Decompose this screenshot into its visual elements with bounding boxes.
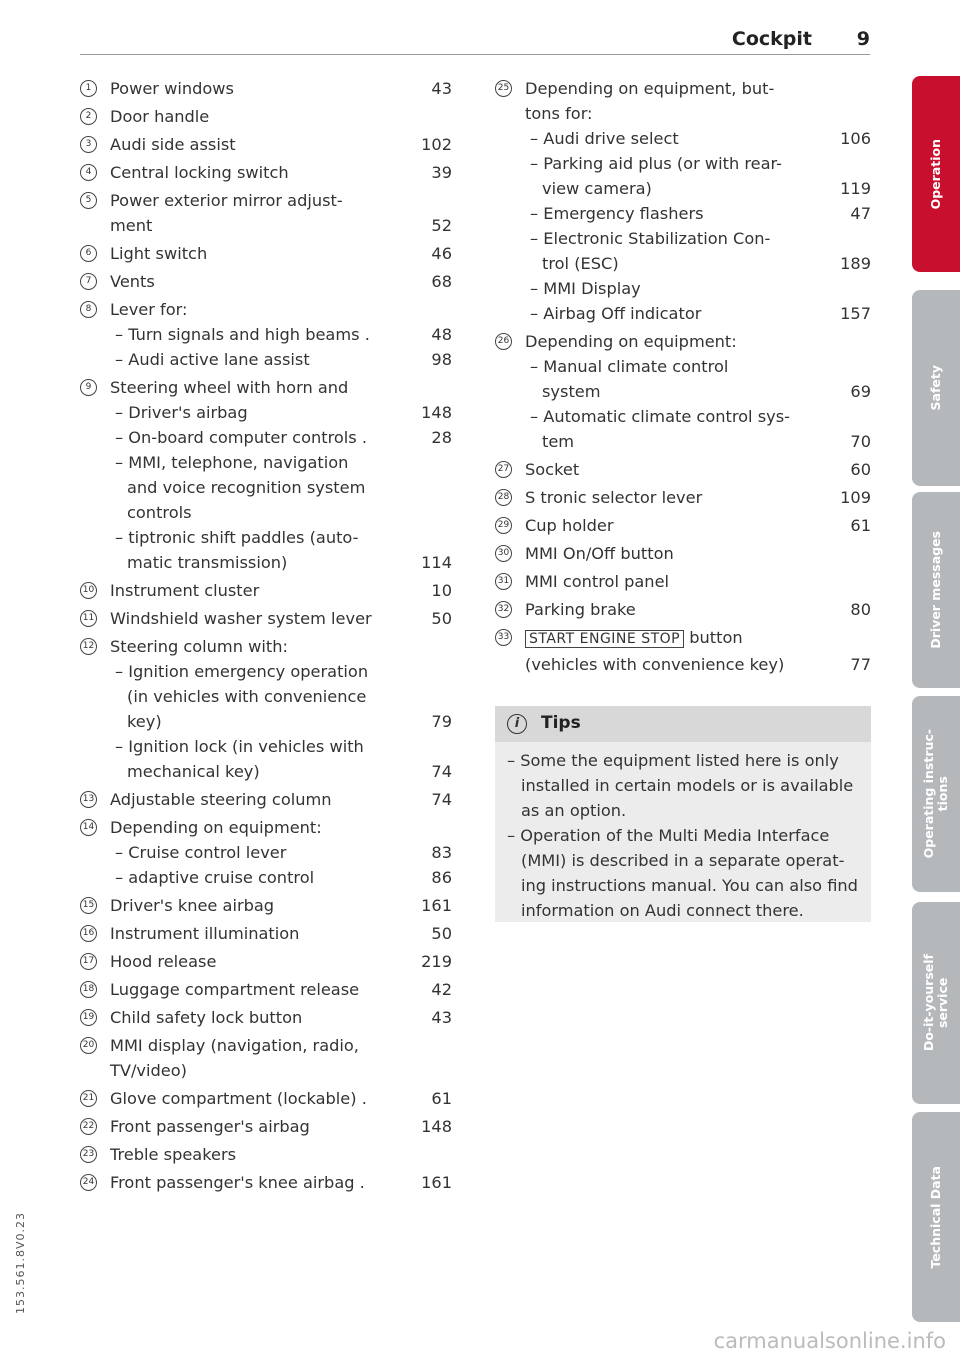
index-entry [80, 606, 452, 631]
chapter-tab-label: Safety [928, 365, 943, 411]
index-entry [495, 301, 871, 326]
callout-number-icon: 27 [495, 461, 512, 478]
page-reference: 106 [840, 129, 871, 148]
document-id: 153.561.8V0.23 [14, 1212, 27, 1314]
header-rule [80, 54, 870, 55]
entry-label: Adjustable steering column [110, 790, 332, 809]
index-entry [495, 485, 871, 510]
index-entry [80, 1114, 452, 1139]
entry-label: Vents [110, 272, 155, 291]
entry-label: MMI On/Off button [525, 544, 674, 563]
page-reference: 83 [431, 843, 452, 862]
entry-label: Socket [525, 460, 580, 479]
callout-number-icon: 31 [495, 573, 512, 590]
index-entry [495, 76, 871, 126]
index-entry [80, 977, 452, 1002]
entry-label: – Turn signals and high beams . [115, 325, 370, 344]
callout-number-icon: 7 [80, 273, 97, 290]
page-reference: 70 [850, 432, 871, 451]
chapter-tab-label: Driver messages [928, 531, 943, 649]
callout-number-icon: 2 [80, 108, 97, 125]
entry-label: – Ignition emergency operation (in vehicles with convenience key) [115, 662, 369, 731]
index-entry [80, 297, 452, 322]
entry-label: – Manual climate control system [530, 357, 729, 401]
entry-label: – Ignition lock (in vehicles with mechanical key) [115, 737, 364, 781]
page-reference: 60 [850, 460, 871, 479]
entry-label: Hood release [110, 952, 217, 971]
chapter-tab-label: Technical Data [928, 1165, 943, 1269]
callout-number-icon: 19 [80, 1009, 97, 1026]
entry-label: Door handle [110, 107, 210, 126]
index-entry [495, 625, 871, 677]
entry-label: – Cruise control lever [115, 843, 287, 862]
index-entry [80, 425, 452, 450]
entry-label: Lever for: [110, 300, 188, 319]
chapter-tab[interactable] [912, 492, 960, 688]
index-entry [80, 840, 452, 865]
callout-number-icon: 4 [80, 164, 97, 181]
entry-label: Driver's knee airbag [110, 896, 275, 915]
chapter-tab[interactable] [912, 902, 960, 1104]
tip-item: – Some the equipment listed here is only installed in certain models or is available as an option. [507, 751, 854, 820]
callout-number-icon: 23 [80, 1146, 97, 1163]
entry-label: Power exterior mirror adjust- ment [110, 191, 343, 235]
callout-number-icon: 20 [80, 1037, 97, 1054]
entry-label: Depending on equipment, but- tons for: [525, 79, 775, 123]
index-entry [495, 354, 871, 404]
chapter-tab[interactable] [912, 290, 960, 486]
entry-label: – Emergency flashers [530, 204, 704, 223]
index-entry [80, 659, 452, 734]
entry-label: – Electronic Stabilization Con- trol (ESC) [530, 229, 771, 273]
page-reference: 77 [850, 655, 871, 674]
page-reference: 157 [840, 304, 871, 323]
entry-label: – adaptive cruise control [115, 868, 315, 887]
index-entry [80, 188, 452, 238]
entry-label: – Driver's airbag [115, 403, 248, 422]
index-entry [80, 375, 452, 400]
index-entry [495, 329, 871, 354]
page-reference: 114 [421, 553, 452, 572]
index-entry [80, 322, 452, 347]
index-entry [495, 513, 871, 538]
index-entry [80, 269, 452, 294]
entry-label: Audi side assist [110, 135, 236, 154]
page-reference: 148 [421, 1117, 452, 1136]
callout-number-icon: 10 [80, 582, 97, 599]
entry-label: Depending on equipment: [110, 818, 322, 837]
page-reference: 47 [850, 204, 871, 223]
entry-label: START ENGINE STOP button (vehicles with convenience key) [525, 628, 785, 674]
page-header [80, 28, 870, 50]
tips-body [495, 742, 871, 923]
callout-number-icon: 16 [80, 925, 97, 942]
index-entry [495, 457, 871, 482]
callout-number-icon: 8 [80, 301, 97, 318]
index-entry [80, 400, 452, 425]
page-reference: 109 [840, 488, 871, 507]
chapter-tab-label: Operating instruc- tions [921, 729, 950, 859]
index-entry [80, 865, 452, 890]
page-reference: 50 [431, 609, 452, 628]
entry-label: Cup holder [525, 516, 614, 535]
watermark: carmanualsonline.info [713, 1329, 946, 1353]
entry-label: – Airbag Off indicator [530, 304, 702, 323]
entry-label: Power windows [110, 79, 234, 98]
index-entry [495, 276, 871, 301]
info-icon: i [507, 714, 527, 734]
entry-label: – Audi drive select [530, 129, 679, 148]
index-entry [80, 578, 452, 603]
page-reference: 61 [850, 516, 871, 535]
page-reference: 98 [431, 350, 452, 369]
callout-number-icon: 33 [495, 629, 512, 646]
index-entry [80, 450, 452, 525]
callout-number-icon: 24 [80, 1174, 97, 1191]
index-entry [80, 525, 452, 575]
index-entry [495, 569, 871, 594]
entry-label: Glove compartment (lockable) . [110, 1089, 367, 1108]
index-entry [80, 104, 452, 129]
chapter-tab[interactable] [912, 76, 960, 272]
entry-label: – Audi active lane assist [115, 350, 310, 369]
page-reference: 161 [421, 1173, 452, 1192]
entry-label: – tiptronic shift paddles (auto- matic transmission) [115, 528, 359, 572]
index-entry [80, 893, 452, 918]
entry-label: MMI control panel [525, 572, 670, 591]
entry-label: Steering wheel with horn and [110, 378, 349, 397]
tips-header [495, 706, 871, 742]
entry-label: Instrument cluster [110, 581, 260, 600]
index-entry [495, 226, 871, 276]
callout-number-icon: 11 [80, 610, 97, 627]
page-reference: 52 [431, 216, 452, 235]
left-column [80, 76, 452, 1195]
start-engine-stop-button-label: START ENGINE STOP [525, 630, 684, 648]
index-entry [80, 132, 452, 157]
page-reference: 46 [431, 244, 452, 263]
tips-title: Tips [541, 713, 581, 733]
right-column [495, 76, 871, 677]
tips-box [495, 706, 871, 922]
entry-label: S tronic selector lever [525, 488, 703, 507]
index-entry [495, 597, 871, 622]
index-entry [80, 241, 452, 266]
index-entry [80, 347, 452, 372]
callout-number-icon: 13 [80, 791, 97, 808]
page-reference: 69 [850, 382, 871, 401]
page-reference: 43 [431, 1008, 452, 1027]
index-entry [80, 1005, 452, 1030]
index-entry [80, 1033, 452, 1083]
index-entry [495, 404, 871, 454]
entry-label: Instrument illumination [110, 924, 300, 943]
index-entry [80, 76, 452, 101]
callout-number-icon: 1 [80, 80, 97, 97]
callout-number-icon: 18 [80, 981, 97, 998]
callout-number-icon: 14 [80, 819, 97, 836]
page-reference: 80 [850, 600, 871, 619]
callout-number-icon: 9 [80, 379, 97, 396]
callout-number-icon: 32 [495, 601, 512, 618]
index-entry [80, 815, 452, 840]
entry-label: Light switch [110, 244, 208, 263]
entry-label: Central locking switch [110, 163, 289, 182]
page-reference: 74 [431, 790, 452, 809]
section-title: Cockpit [731, 28, 812, 50]
callout-number-icon: 30 [495, 545, 512, 562]
page-reference: 61 [431, 1089, 452, 1108]
callout-number-icon: 25 [495, 80, 512, 97]
entry-label: – Parking aid plus (or with rear- view camera) [530, 154, 782, 198]
page-reference: 219 [421, 952, 452, 971]
callout-number-icon: 3 [80, 136, 97, 153]
entry-label: – MMI Display [530, 279, 641, 298]
entry-label: Windshield washer system lever [110, 609, 372, 628]
page-reference: 50 [431, 924, 452, 943]
callout-number-icon: 12 [80, 638, 97, 655]
chapter-tab-label: Operation [928, 138, 943, 210]
page-reference: 189 [840, 254, 871, 273]
entry-label: Treble speakers [110, 1145, 237, 1164]
page-reference: 86 [431, 868, 452, 887]
callout-number-icon: 5 [80, 192, 97, 209]
entry-label: Steering column with: [110, 637, 288, 656]
chapter-tab-label: Do-it-yourself service [921, 954, 950, 1052]
index-entry [80, 1086, 452, 1111]
index-entry [80, 921, 452, 946]
page-reference: 43 [431, 79, 452, 98]
entry-label: MMI display (navigation, radio, TV/video) [110, 1036, 359, 1080]
entry-label: Front passenger's knee airbag . [110, 1173, 365, 1192]
index-entry [80, 1142, 452, 1167]
chapter-tab[interactable] [912, 696, 960, 892]
page-reference: 10 [431, 581, 452, 600]
index-entry [80, 787, 452, 812]
page-reference: 48 [431, 325, 452, 344]
index-entry [80, 949, 452, 974]
callout-number-icon: 15 [80, 897, 97, 914]
entry-label: Child safety lock button [110, 1008, 303, 1027]
page-reference: 79 [431, 712, 452, 731]
page-reference: 68 [431, 272, 452, 291]
index-entry [495, 126, 871, 151]
callout-number-icon: 17 [80, 953, 97, 970]
callout-number-icon: 6 [80, 245, 97, 262]
page-reference: 28 [431, 428, 452, 447]
page-reference: 148 [421, 403, 452, 422]
callout-number-icon: 26 [495, 333, 512, 350]
entry-label: Luggage compartment release [110, 980, 360, 999]
page-reference: 161 [421, 896, 452, 915]
callout-number-icon: 21 [80, 1090, 97, 1107]
page-reference: 42 [431, 980, 452, 999]
entry-label: Depending on equipment: [525, 332, 737, 351]
tip-item: – Operation of the Multi Media Interface (MMI) is described in a separate operat- ing instructions manual. You can also find information on Audi connect there. [507, 826, 858, 920]
callout-number-icon: 29 [495, 517, 512, 534]
page-number: 9 [856, 28, 870, 50]
entry-label: Front passenger's airbag [110, 1117, 310, 1136]
callout-number-icon: 28 [495, 489, 512, 506]
entry-label: – MMI, telephone, navigation and voice recognition system controls [115, 453, 366, 522]
page-reference: 74 [431, 762, 452, 781]
entry-label: Parking brake [525, 600, 636, 619]
index-entry [495, 201, 871, 226]
entry-label: – Automatic climate control sys- tem [530, 407, 790, 451]
index-entry [80, 634, 452, 659]
page-reference: 39 [431, 163, 452, 182]
index-entry [80, 734, 452, 784]
index-entry [80, 160, 452, 185]
index-entry [495, 541, 871, 566]
entry-label: – On-board computer controls . [115, 428, 368, 447]
callout-number-icon: 22 [80, 1118, 97, 1135]
index-entry [80, 1170, 452, 1195]
chapter-tab[interactable] [912, 1112, 960, 1322]
index-entry [495, 151, 871, 201]
page-reference: 119 [840, 179, 871, 198]
page-reference: 102 [421, 135, 452, 154]
